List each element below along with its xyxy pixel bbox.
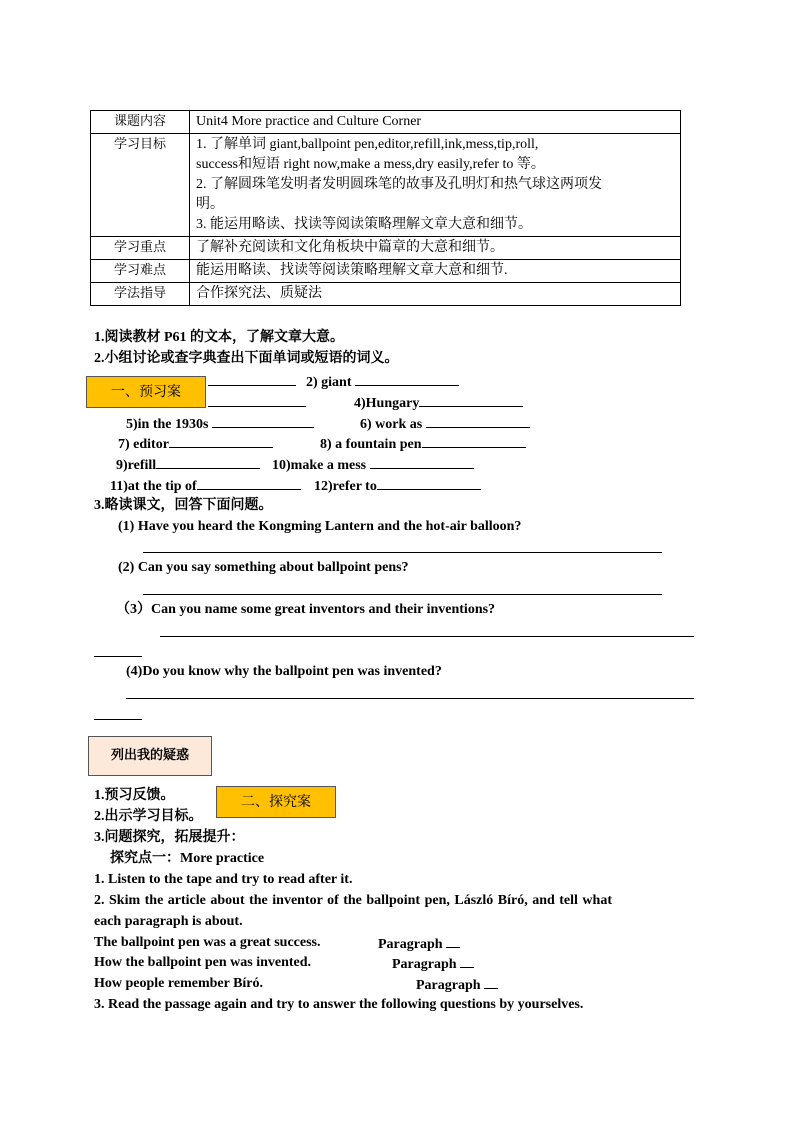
row-line: Unit4 More practice and Culture Corner — [196, 114, 422, 129]
question-3: （3）Can you name some great inventors and their inventions? — [116, 602, 496, 617]
paragraph-match-2: How the ballpoint pen was invented. — [94, 955, 312, 970]
answer-line — [143, 594, 662, 595]
row-key: 学习难点 — [91, 260, 190, 283]
row-key: 学法指导 — [91, 283, 190, 306]
row-line: 了解补充阅读和文化角板块中篇章的大意和细节。 — [196, 240, 504, 255]
question-1: (1) Have you heard the Kongming Lantern and the hot-air balloon? — [118, 519, 522, 534]
explore-line-6: 2. Skim the article about the inventor of the ballpoint pen, László Bíró, and tell what — [94, 893, 612, 908]
answer-line — [94, 656, 142, 657]
vocab-item-5: 5)in the 1930s — [126, 413, 314, 435]
paragraph-blank-1: Paragraph — [378, 933, 460, 955]
table-row — [91, 134, 681, 237]
explore-line-5: 1. Listen to the tape and try to read after it. — [94, 872, 353, 887]
vocab-item-6: 6) work as — [360, 413, 530, 435]
paragraph-blank-2: Paragraph — [392, 953, 474, 975]
question-4: (4)Do you know why the ballpoint pen was invented? — [126, 664, 442, 679]
explore-line-2: 2.出示学习目标。 — [94, 809, 203, 824]
paragraph-blank-3: Paragraph — [416, 974, 498, 996]
table-row — [91, 260, 681, 283]
preview-step-3: 3.略读课文，回答下面问题。 — [94, 498, 273, 513]
row-line: 2. 了解圆珠笔发明者发明圆珠笔的故事及孔明灯和热气球这两项发 — [196, 177, 602, 192]
vocab-item-2: 2) giant — [306, 371, 459, 393]
row-key: 学习重点 — [91, 237, 190, 260]
row-value — [190, 260, 681, 283]
table-row — [91, 237, 681, 260]
row-value — [190, 237, 681, 260]
explore-line-1: 1.预习反馈。 — [94, 788, 175, 803]
row-line: 明。 — [196, 197, 224, 212]
row-line: 能运用略读、找读等阅读策略理解文章大意和细节. — [196, 263, 508, 278]
explore-line-4: 探究点一：More practice — [110, 851, 265, 866]
answer-line — [143, 552, 662, 553]
preview-section-tag: 一、预习案 — [86, 376, 206, 408]
vocab-blank-1 — [208, 371, 296, 393]
lesson-info-table — [90, 110, 681, 306]
doubts-section-tag: 列出我的疑惑 — [88, 736, 212, 776]
explore-line-11: 3. Read the passage again and try to answer the following questions by yourselves. — [94, 997, 584, 1012]
answer-line — [160, 636, 694, 637]
row-value — [190, 283, 681, 306]
answer-line — [94, 719, 142, 720]
table-row — [91, 283, 681, 306]
vocab-item-11: 11)at the tip of — [110, 475, 301, 497]
row-line: 1. 了解单词 giant,ballpoint pen,editor,refill,ink,mess,tip,roll, — [196, 137, 539, 152]
preview-step-1: 1.阅读教材 P61 的文本，了解文章大意。 — [94, 330, 345, 345]
row-line: 合作探究法、质疑法 — [196, 286, 322, 301]
explore-line-3: 3.问题探究，拓展提升： — [94, 830, 245, 845]
paragraph-match-3: How people remember Bíró. — [94, 976, 264, 991]
explore-line-7: each paragraph is about. — [94, 914, 243, 929]
vocab-item-10: 10)make a mess — [272, 454, 474, 476]
answer-line — [126, 698, 694, 699]
row-key: 课题内容 — [91, 111, 190, 134]
vocab-item-8: 8) a fountain pen — [320, 433, 526, 455]
vocab-item-9: 9)refill — [116, 454, 260, 476]
explore-section-tag: 二、探究案 — [216, 786, 336, 818]
preview-step-2: 2.小组讨论或查字典查出下面单词或短语的词义。 — [94, 351, 399, 366]
question-2: (2) Can you say something about ballpoint pens? — [118, 560, 409, 575]
row-line: 3. 能运用略读、找读等阅读策略理解文章大意和细节。 — [196, 217, 532, 232]
vocab-item-4: 4)Hungary — [354, 392, 523, 414]
row-value — [190, 111, 681, 134]
row-line: success和短语 right now,make a mess,dry easily,refer to 等。 — [196, 157, 545, 172]
row-value — [190, 134, 681, 237]
table-row — [91, 111, 681, 134]
vocab-blank-3 — [208, 392, 306, 414]
vocab-item-12: 12)refer to — [314, 475, 481, 497]
paragraph-match-1: The ballpoint pen was a great success. — [94, 935, 321, 950]
row-key: 学习目标 — [91, 134, 190, 237]
vocab-item-7: 7) editor — [118, 433, 273, 455]
